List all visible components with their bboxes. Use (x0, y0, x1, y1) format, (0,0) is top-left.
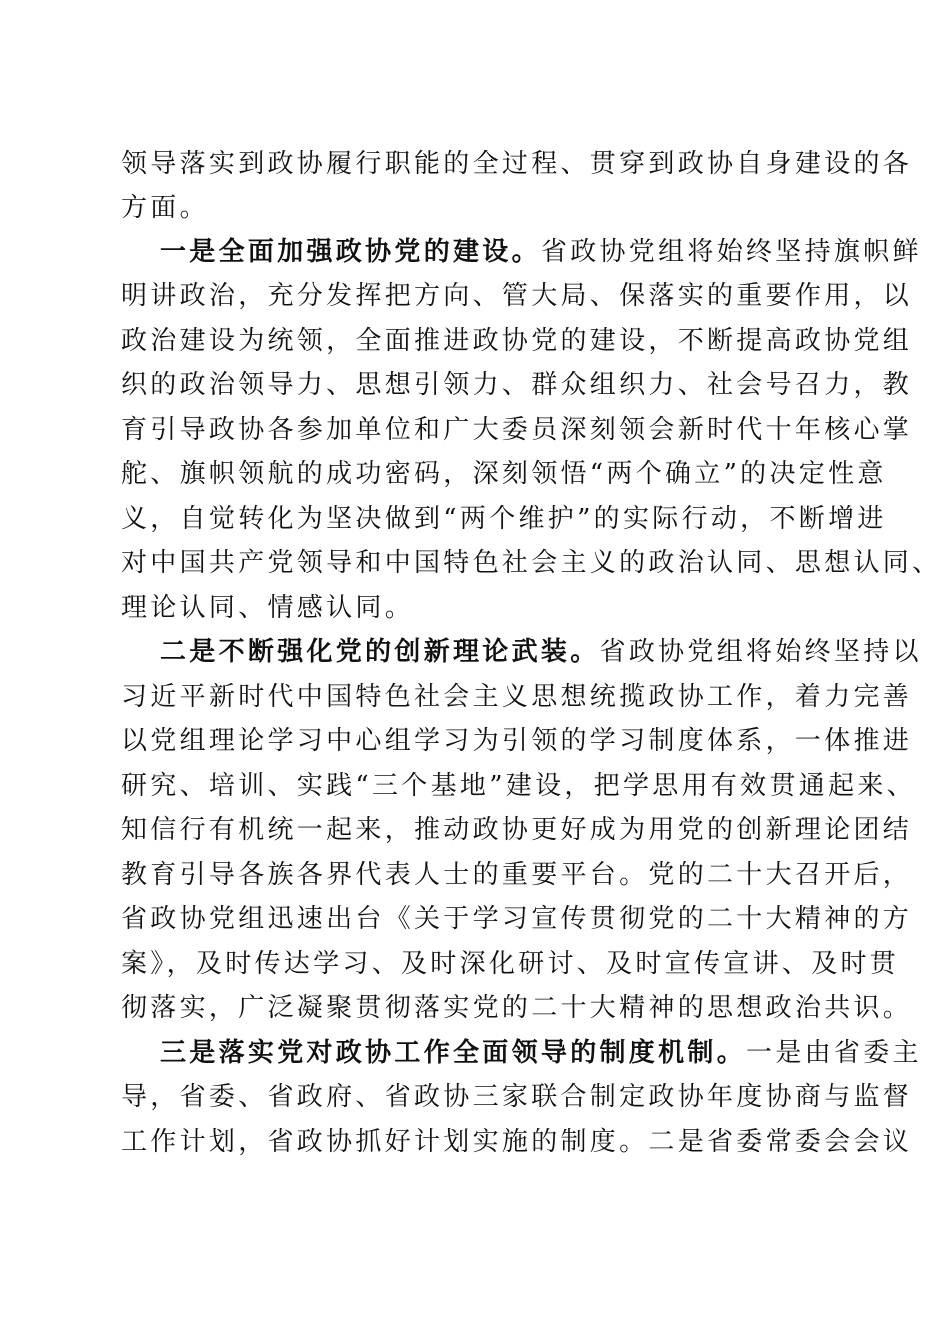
text-line: 彻落实，广泛凝聚贯彻落实党的二十大精神的思想政治共识。 (121, 993, 913, 1023)
paragraph-1-first-line (160, 236, 922, 268)
text-line: 案》，及时传达学习、及时深化研讨、及时宣传宣讲、及时贯 (121, 949, 900, 979)
paragraph-2-first-line (160, 636, 922, 668)
text-line: 教育引导各族各界代表人士的重要平台。党的二十大召开后， (121, 860, 913, 890)
paragraph-2-text: 省政协党组将始终坚持以 (599, 637, 922, 667)
text-line: 知信行有机统一起来，推动政协更好成为用党的创新理论团结 (121, 815, 913, 845)
text-line: 工作计划，省政协抓好计划实施的制度。二是省委常委会会议 (121, 1127, 913, 1157)
paragraph-3-heading: 三是落实党对政协工作全面领导的制度机制。 (160, 1038, 747, 1068)
text-line: 以党组理论学习中心组学习为引领的学习制度体系，一体推进 (121, 726, 913, 756)
text-line: 政治建设为统领，全面推进政协党的建设，不断提高政协党组 (121, 326, 913, 356)
text-line: 对中国共产党领导和中国特色社会主义的政治认同、思想认同、 (121, 548, 942, 578)
text-line: 省政协党组迅速出台《关于学习宣传贯彻党的二十大精神的方 (121, 904, 913, 934)
text-line: 研究、培训、实践“三个基地”建设，把学思用有效贯通起来、 (121, 771, 916, 801)
text-line: 习近平新时代中国特色社会主义思想统揽政协工作，着力完善 (121, 682, 913, 712)
paragraph-3-text: 一是由省委主 (746, 1038, 922, 1068)
text-line: 义，自觉转化为坚决做到“两个维护”的实际行动，不断增进 (121, 504, 887, 534)
text-line: 导，省委、省政府、省政协三家联合制定政协年度协商与监督 (121, 1082, 913, 1112)
paragraph-2-heading: 二是不断强化党的创新理论武装。 (160, 637, 600, 667)
text-line: 方面。 (121, 193, 209, 223)
text-line: 舵、旗帜领航的成功密码，深刻领悟“两个确立”的决定性意 (121, 459, 887, 489)
text-line: 织的政治领导力、思想引领力、群众组织力、社会号召力，教 (121, 370, 913, 400)
text-line: 理论认同、情感认同。 (121, 593, 415, 623)
text-line: 明讲政治，充分发挥把方向、管大局、保落实的重要作用，以 (121, 281, 913, 311)
text-line: 领导落实到政协履行职能的全过程、贯穿到政协自身建设的各 (121, 149, 913, 179)
paragraph-1-heading: 一是全面加强政协党的建设。 (160, 237, 541, 267)
text-line: 育引导政协各参加单位和广大委员深刻领会新时代十年核心掌 (121, 415, 913, 445)
paragraph-3-first-line (160, 1037, 922, 1069)
paragraph-1-text: 省政协党组将始终坚持旗帜鲜 (540, 237, 922, 267)
